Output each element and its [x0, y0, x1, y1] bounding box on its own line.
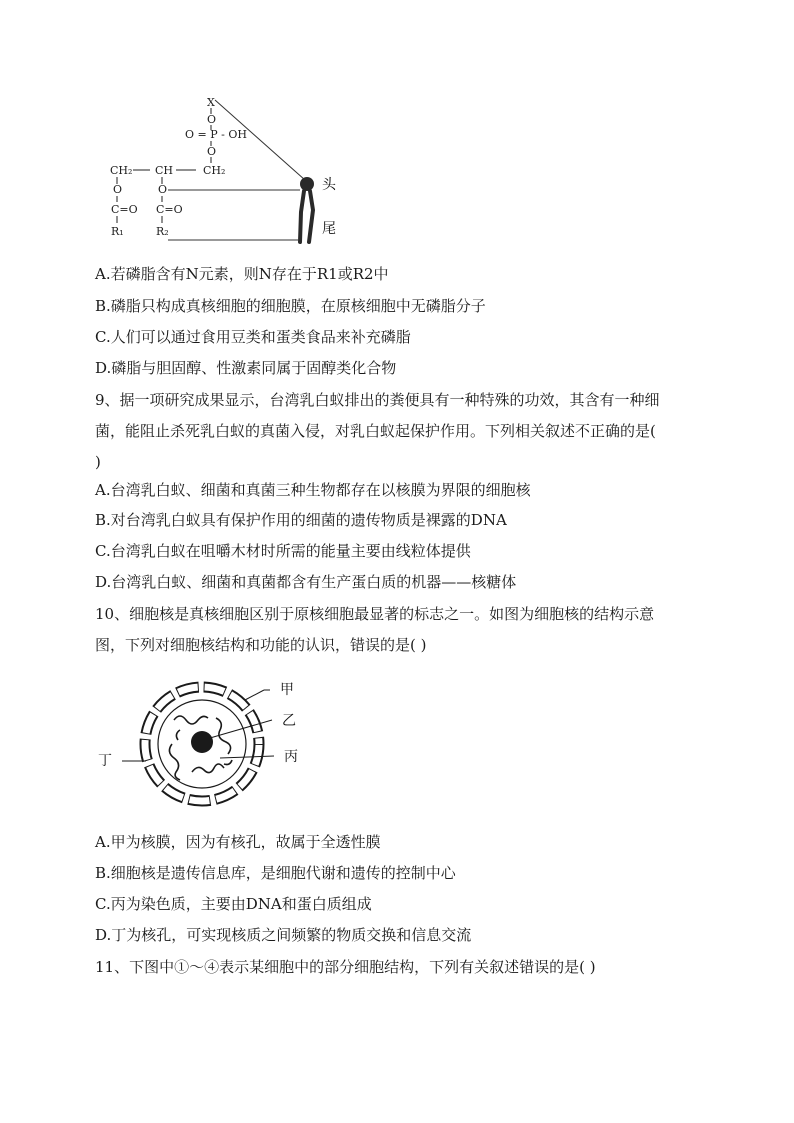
q9-option-c: C.台湾乳白蚁在咀嚼木材时所需的能量主要由线粒体提供 — [95, 542, 471, 560]
nucleus-figure — [92, 672, 332, 827]
label-bing: 丙 — [284, 749, 298, 765]
r2-label: R₂ — [156, 225, 169, 238]
chromatin — [174, 716, 208, 724]
q9-stem-line3: ) — [95, 453, 101, 471]
nucleus-diagram — [92, 672, 332, 827]
q10-stem-line2: 图，下列对细胞核结构和功能的认识，错误的是( ) — [95, 636, 427, 654]
q10-stem-line1: 10、细胞核是真核细胞区别于原核细胞最显著的标志之一。如图为细胞核的结构示意 — [95, 605, 655, 623]
q9-stem-line2: 菌，能阻止杀死乳白蚁的真菌入侵，对乳白蚁起保护作用。下列相关叙述不正确的是( — [95, 422, 656, 440]
phospholipid-tail-2 — [309, 191, 313, 242]
q9-option-a: A.台湾乳白蚁、细菌和真菌三种生物都存在以核膜为界限的细胞核 — [95, 481, 531, 499]
phospholipid-figure — [100, 92, 350, 252]
label-jia: 甲 — [280, 682, 294, 698]
phospholipid-diagram — [100, 92, 350, 252]
q10-option-c: C.丙为染色质，主要由DNA和蛋白质组成 — [95, 895, 372, 913]
q8-option-b: B.磷脂只构成真核细胞的细胞膜，在原核细胞中无磷脂分子 — [95, 297, 486, 315]
phosphate-group: O = P - OH — [185, 128, 247, 141]
svg-text:O: O — [207, 145, 217, 158]
label-ding: 丁 — [98, 753, 112, 769]
tail-label: 尾 — [322, 221, 336, 237]
phospholipid-tail-1 — [300, 191, 304, 242]
q9-option-d: D.台湾乳白蚁、细菌和真菌都含有生产蛋白质的机器——核糖体 — [95, 573, 517, 591]
q10-option-a: A.甲为核膜，因为有核孔，故属于全透性膜 — [95, 833, 381, 851]
q8-option-c: C.人们可以通过食用豆类和蛋类食品来补充磷脂 — [95, 328, 411, 346]
q11-stem: 11、下图中①～④表示某细胞中的部分细胞结构，下列有关叙述错误的是( ) — [95, 958, 596, 976]
q9-option-b: B.对台湾乳白蚁具有保护作用的细菌的遗传物质是裸露的DNA — [95, 511, 507, 529]
head-label: 头 — [322, 177, 336, 193]
phospholipid-head — [300, 177, 314, 191]
q8-option-d: D.磷脂与胆固醇、性激素同属于固醇类化合物 — [95, 359, 397, 377]
ch2-left: CH₂ — [110, 164, 133, 177]
q10-option-b: B.细胞核是遗传信息库，是细胞代谢和遗传的控制中心 — [95, 864, 456, 882]
r1-label: R₁ — [111, 225, 124, 238]
q9-stem-line1: 9、据一项研究成果显示，台湾乳白蚁排出的粪便具有一种特殊的功效，其含有一种细 — [95, 391, 660, 409]
svg-text:O: O — [207, 113, 217, 126]
ch2-right: CH₂ — [203, 164, 226, 177]
label-yi: 乙 — [282, 713, 296, 729]
carbonyl-1: C=O — [111, 203, 138, 216]
carbonyl-2: C=O — [156, 203, 183, 216]
svg-text:O: O — [113, 183, 123, 196]
q10-option-d: D.丁为核孔，可实现核质之间频繁的物质交换和信息交流 — [95, 926, 472, 944]
ch-mid: CH — [155, 164, 174, 177]
q8-option-a: A.若磷脂含有N元素，则N存在于R1或R2中 — [95, 265, 389, 283]
x-label: X — [207, 96, 215, 109]
svg-text:O: O — [158, 183, 168, 196]
nucleolus — [191, 731, 213, 753]
